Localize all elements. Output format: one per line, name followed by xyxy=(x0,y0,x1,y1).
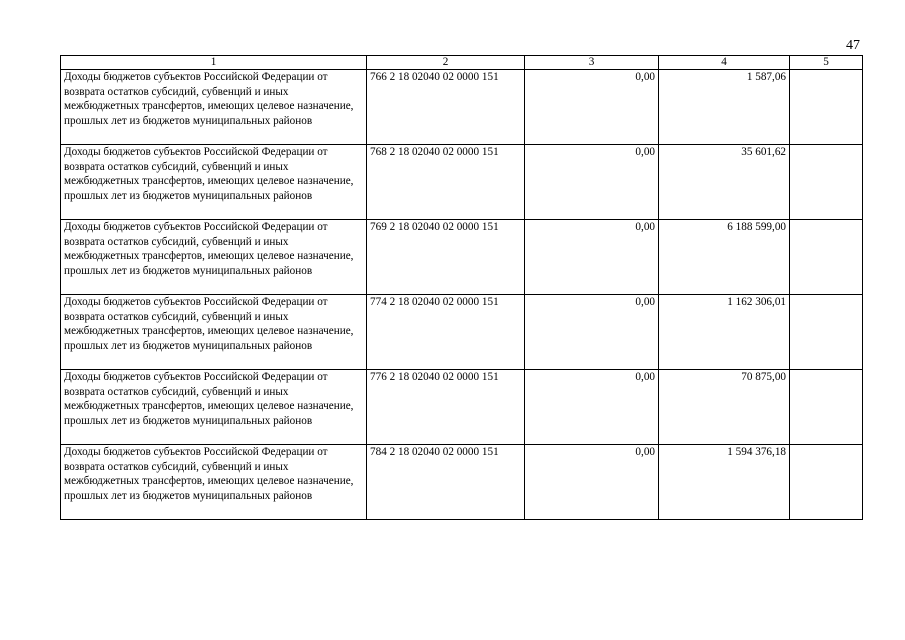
table-row xyxy=(61,445,863,520)
column-4-value: 70 875,00 xyxy=(659,370,790,445)
table-row xyxy=(61,220,863,295)
table-row xyxy=(61,145,863,220)
column-4-value: 1 594 376,18 xyxy=(659,445,790,520)
table-header xyxy=(61,56,863,70)
table-body xyxy=(61,70,863,520)
budget-code-cell: 768 2 18 02040 02 0000 151 xyxy=(367,145,525,220)
budget-code-cell: 774 2 18 02040 02 0000 151 xyxy=(367,295,525,370)
income-name-cell: Доходы бюджетов субъектов Российской Федерации от возврата остатков субсидий, субвенций и иных межбюджетных трансфертов, имеющих целевое назначение, прошлых лет из бюджетов муниципальных районов xyxy=(61,295,367,370)
column-3-value: 0,00 xyxy=(525,370,659,445)
column-4-value: 6 188 599,00 xyxy=(659,220,790,295)
income-name-cell: Доходы бюджетов субъектов Российской Федерации от возврата остатков субсидий, субвенций и иных межбюджетных трансфертов, имеющих целевое назначение, прошлых лет из бюджетов муниципальных районов xyxy=(61,445,367,520)
income-name-cell: Доходы бюджетов субъектов Российской Федерации от возврата остатков субсидий, субвенций и иных межбюджетных трансфертов, имеющих целевое назначение, прошлых лет из бюджетов муниципальных районов xyxy=(61,145,367,220)
budget-code-cell: 766 2 18 02040 02 0000 151 xyxy=(367,70,525,145)
column-4-value: 1 587,06 xyxy=(659,70,790,145)
table-row xyxy=(61,70,863,145)
income-name-cell: Доходы бюджетов субъектов Российской Федерации от возврата остатков субсидий, субвенций и иных межбюджетных трансфертов, имеющих целевое назначение, прошлых лет из бюджетов муниципальных районов xyxy=(61,220,367,295)
column-5-value xyxy=(790,295,863,370)
column-5-value xyxy=(790,70,863,145)
table-row xyxy=(61,370,863,445)
budget-table xyxy=(60,55,863,520)
header-col-3: 3 xyxy=(525,56,659,70)
table-row xyxy=(61,295,863,370)
header-col-4: 4 xyxy=(659,56,790,70)
income-name-cell: Доходы бюджетов субъектов Российской Федерации от возврата остатков субсидий, субвенций и иных межбюджетных трансфертов, имеющих целевое назначение, прошлых лет из бюджетов муниципальных районов xyxy=(61,70,367,145)
column-4-value: 1 162 306,01 xyxy=(659,295,790,370)
column-3-value: 0,00 xyxy=(525,445,659,520)
column-3-value: 0,00 xyxy=(525,295,659,370)
column-5-value xyxy=(790,445,863,520)
column-3-value: 0,00 xyxy=(525,220,659,295)
column-3-value: 0,00 xyxy=(525,70,659,145)
header-col-2: 2 xyxy=(367,56,525,70)
page-number: 47 xyxy=(846,38,860,53)
column-3-value: 0,00 xyxy=(525,145,659,220)
column-4-value: 35 601,62 xyxy=(659,145,790,220)
budget-code-cell: 776 2 18 02040 02 0000 151 xyxy=(367,370,525,445)
header-col-1: 1 xyxy=(61,56,367,70)
budget-code-cell: 769 2 18 02040 02 0000 151 xyxy=(367,220,525,295)
column-5-value xyxy=(790,370,863,445)
income-name-cell: Доходы бюджетов субъектов Российской Федерации от возврата остатков субсидий, субвенций и иных межбюджетных трансфертов, имеющих целевое назначение, прошлых лет из бюджетов муниципальных районов xyxy=(61,370,367,445)
budget-code-cell: 784 2 18 02040 02 0000 151 xyxy=(367,445,525,520)
header-col-5: 5 xyxy=(790,56,863,70)
column-5-value xyxy=(790,145,863,220)
header-row xyxy=(61,56,863,70)
column-5-value xyxy=(790,220,863,295)
